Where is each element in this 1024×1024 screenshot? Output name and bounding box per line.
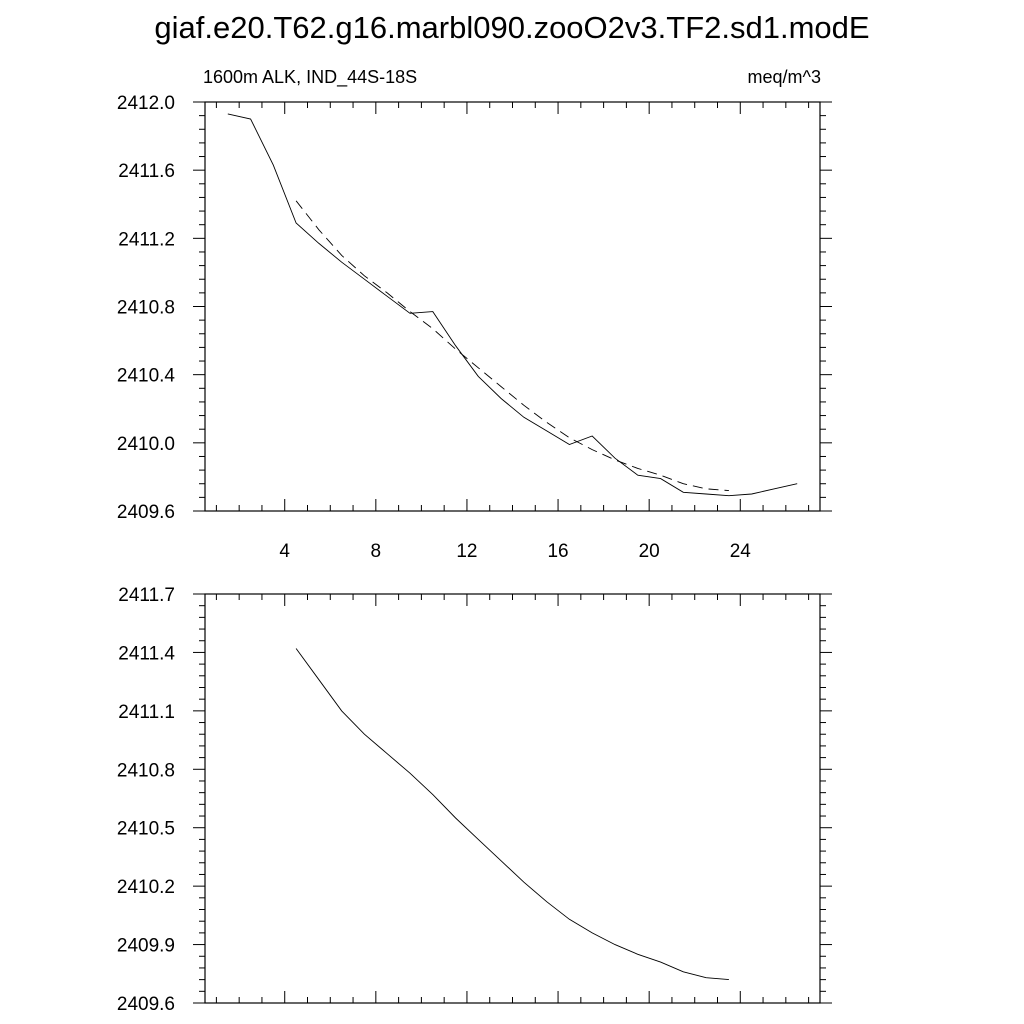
y-tick-label: 2409.9 xyxy=(116,935,175,957)
y-tick-label: 2411.6 xyxy=(118,161,175,183)
x-tick-label: 20 xyxy=(638,541,660,562)
x-tick-label: 12 xyxy=(456,541,478,562)
x-tick-label: 4 xyxy=(279,541,291,562)
top-panel xyxy=(117,67,832,562)
plot-frame xyxy=(205,102,820,511)
y-tick-label: 2410.8 xyxy=(116,297,175,319)
x-tick-label: 24 xyxy=(729,541,751,562)
y-tick-label: 2412.0 xyxy=(116,93,175,114)
y-tick-label: 2411.2 xyxy=(118,229,175,251)
y-tick-label: 2410.0 xyxy=(116,433,175,455)
y-tick-label: 2410.5 xyxy=(116,818,175,840)
y-tick-label: 2409.6 xyxy=(116,502,175,523)
plot-frame xyxy=(205,594,820,1003)
y-tick-label: 2411.4 xyxy=(118,643,175,665)
top-panel-right-label: meq/m^3 xyxy=(747,67,821,87)
solid-series-line xyxy=(296,649,729,980)
figure-title: giaf.e20.T62.g16.marbl090.zooO2v3.TF2.sd1.modE xyxy=(154,10,870,45)
y-tick-label: 2410.2 xyxy=(116,877,175,899)
y-tick-label: 2411.7 xyxy=(118,585,175,606)
y-tick-label: 2411.1 xyxy=(118,701,175,723)
y-tick-label: 2410.8 xyxy=(116,760,175,782)
y-tick-label: 2409.6 xyxy=(116,994,175,1015)
y-tick-label: 2410.4 xyxy=(116,365,175,387)
top-panel-left-label: 1600m ALK, IND_44S-18S xyxy=(203,67,418,87)
x-tick-label: 16 xyxy=(547,541,569,562)
dashed-series-line xyxy=(296,201,729,491)
x-tick-label: 8 xyxy=(370,541,382,562)
solid-series-line xyxy=(228,114,797,496)
bottom-panel xyxy=(117,585,832,1015)
